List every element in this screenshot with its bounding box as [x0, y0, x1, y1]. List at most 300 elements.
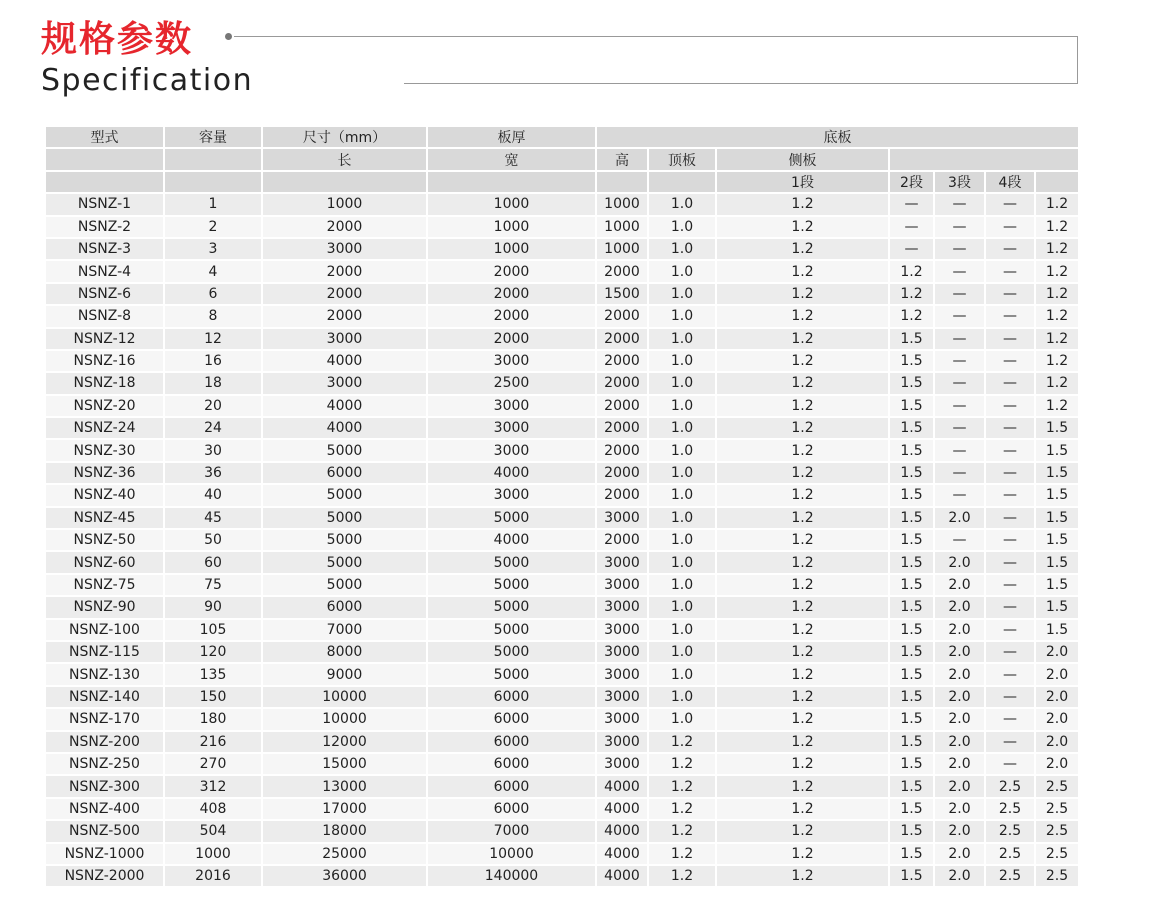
table-cell: — — [985, 260, 1035, 282]
table-cell: 1.5 — [889, 551, 934, 573]
table-cell: 1.5 — [889, 596, 934, 618]
table-cell: 1.5 — [889, 372, 934, 394]
header-cell: 侧板 — [716, 148, 889, 170]
table-cell: 1.2 — [716, 305, 889, 327]
table-cell: 1.2 — [1035, 283, 1079, 305]
table-cell: 2000 — [596, 260, 648, 282]
table-cell: 2000 — [596, 462, 648, 484]
table-cell: 1.2 — [889, 260, 934, 282]
table-cell: NSNZ-18 — [45, 372, 164, 394]
table-row — [45, 529, 1079, 551]
table-cell: 15000 — [262, 753, 427, 775]
table-cell: 2.0 — [934, 596, 985, 618]
table-cell: 5000 — [427, 507, 596, 529]
header-cell: 1段 — [716, 171, 889, 193]
table-cell: 6000 — [427, 708, 596, 730]
table-cell: 2000 — [596, 529, 648, 551]
table-cell: 270 — [164, 753, 262, 775]
table-cell: NSNZ-250 — [45, 753, 164, 775]
table-cell: 1.5 — [889, 775, 934, 797]
table-cell: 6000 — [427, 753, 596, 775]
table-cell: 1.0 — [648, 283, 716, 305]
table-cell: 3000 — [596, 619, 648, 641]
header-cell: 2段 — [889, 171, 934, 193]
table-cell: 4000 — [596, 865, 648, 887]
table-cell: NSNZ-2 — [45, 216, 164, 238]
table-row — [45, 596, 1079, 618]
table-cell: 1.2 — [716, 775, 889, 797]
table-cell: 1.2 — [648, 731, 716, 753]
table-cell: 25000 — [262, 843, 427, 865]
header-cell: 尺寸（mm） — [262, 126, 427, 148]
table-cell: 7000 — [262, 619, 427, 641]
table-cell: 1.5 — [889, 663, 934, 685]
table-cell: 2.0 — [934, 775, 985, 797]
table-cell: 1.5 — [889, 708, 934, 730]
table-cell: 2.0 — [934, 551, 985, 573]
table-cell: 2.0 — [934, 507, 985, 529]
table-cell: 45 — [164, 507, 262, 529]
table-cell: — — [985, 216, 1035, 238]
table-cell: 36000 — [262, 865, 427, 887]
table-cell: — — [934, 283, 985, 305]
table-cell: 1000 — [427, 193, 596, 215]
table-cell: 1.2 — [716, 395, 889, 417]
table-cell: — — [889, 193, 934, 215]
table-cell: NSNZ-40 — [45, 484, 164, 506]
table-cell: 2.0 — [934, 574, 985, 596]
header-cell: 3段 — [934, 171, 985, 193]
table-cell: — — [934, 372, 985, 394]
table-cell: 1.0 — [648, 372, 716, 394]
table-cell: NSNZ-36 — [45, 462, 164, 484]
table-cell: 1.2 — [716, 238, 889, 260]
table-cell: — — [985, 686, 1035, 708]
table-cell: — — [985, 619, 1035, 641]
table-cell: 2.5 — [1035, 798, 1079, 820]
table-row — [45, 843, 1079, 865]
table-cell: 1.0 — [648, 305, 716, 327]
table-cell: 2000 — [427, 328, 596, 350]
table-cell: NSNZ-300 — [45, 775, 164, 797]
table-header-row — [45, 126, 1079, 148]
table-cell: 2500 — [427, 372, 596, 394]
table-cell: NSNZ-200 — [45, 731, 164, 753]
table-cell: 30 — [164, 439, 262, 461]
table-cell: 1.2 — [648, 775, 716, 797]
table-cell: 408 — [164, 798, 262, 820]
page-title-english: Specification — [41, 63, 254, 98]
table-cell: 8 — [164, 305, 262, 327]
table-cell: 1.0 — [648, 462, 716, 484]
table-cell: — — [985, 708, 1035, 730]
table-cell: 18000 — [262, 820, 427, 842]
table-cell: 1.5 — [1035, 619, 1079, 641]
table-cell: 1.0 — [648, 350, 716, 372]
header-cell — [164, 148, 262, 170]
table-row — [45, 238, 1079, 260]
table-cell: 2 — [164, 216, 262, 238]
table-cell: 2.0 — [934, 663, 985, 685]
table-cell: 1000 — [427, 238, 596, 260]
table-cell: 2000 — [262, 216, 427, 238]
table-cell: 1.2 — [716, 865, 889, 887]
table-cell: 1.0 — [648, 708, 716, 730]
table-cell: 1.5 — [889, 619, 934, 641]
table-cell: 2000 — [596, 395, 648, 417]
table-cell: 1.5 — [1035, 596, 1079, 618]
table-cell: — — [985, 663, 1035, 685]
table-header-row — [45, 148, 1079, 170]
table-cell: 1000 — [427, 216, 596, 238]
table-cell: 90 — [164, 596, 262, 618]
table-cell: 3000 — [596, 551, 648, 573]
table-cell: 4000 — [262, 350, 427, 372]
table-cell: NSNZ-100 — [45, 619, 164, 641]
table-cell: — — [985, 328, 1035, 350]
table-cell: 1.2 — [716, 350, 889, 372]
table-cell: NSNZ-4 — [45, 260, 164, 282]
table-cell: 2.5 — [985, 865, 1035, 887]
table-cell: 5000 — [262, 439, 427, 461]
table-cell: 1.2 — [716, 260, 889, 282]
table-cell: 1.0 — [648, 216, 716, 238]
table-row — [45, 216, 1079, 238]
table-cell: 1.0 — [648, 663, 716, 685]
table-cell: 24 — [164, 417, 262, 439]
table-cell: 1.5 — [889, 417, 934, 439]
table-cell: 2000 — [427, 260, 596, 282]
table-cell: 5000 — [427, 596, 596, 618]
table-cell: 3 — [164, 238, 262, 260]
table-cell: 2.5 — [1035, 843, 1079, 865]
table-row — [45, 328, 1079, 350]
table-row — [45, 820, 1079, 842]
table-cell: — — [934, 462, 985, 484]
table-row — [45, 507, 1079, 529]
table-cell: 1.5 — [1035, 529, 1079, 551]
table-row — [45, 731, 1079, 753]
table-cell: 2000 — [596, 305, 648, 327]
table-cell: — — [985, 529, 1035, 551]
table-row — [45, 439, 1079, 461]
table-cell: 1.5 — [1035, 462, 1079, 484]
table-header-row — [45, 171, 1079, 193]
table-cell: 2.0 — [1035, 663, 1079, 685]
table-cell: 1.0 — [648, 417, 716, 439]
table-cell: 120 — [164, 641, 262, 663]
table-cell: — — [985, 193, 1035, 215]
table-cell: 1.2 — [716, 484, 889, 506]
table-cell: 1.2 — [716, 551, 889, 573]
table-cell: 1.2 — [648, 820, 716, 842]
decorative-line — [404, 83, 1078, 84]
table-cell: 1.5 — [889, 686, 934, 708]
table-cell: — — [985, 417, 1035, 439]
header-cell — [45, 171, 164, 193]
table-cell: 2016 — [164, 865, 262, 887]
table-cell: 1.2 — [1035, 395, 1079, 417]
table-cell: 2000 — [596, 350, 648, 372]
table-cell: 3000 — [427, 417, 596, 439]
table-cell: 1.0 — [648, 507, 716, 529]
table-cell: 2.0 — [934, 686, 985, 708]
table-cell: NSNZ-400 — [45, 798, 164, 820]
header-cell — [45, 148, 164, 170]
table-cell: 4000 — [596, 798, 648, 820]
table-cell: 504 — [164, 820, 262, 842]
header-cell: 顶板 — [648, 148, 716, 170]
table-cell: NSNZ-1 — [45, 193, 164, 215]
table-cell: 1.5 — [1035, 417, 1079, 439]
table-cell: — — [985, 484, 1035, 506]
table-cell: 2.0 — [1035, 731, 1079, 753]
table-cell: 1.5 — [889, 328, 934, 350]
table-cell: 5000 — [262, 551, 427, 573]
table-cell: 4000 — [427, 529, 596, 551]
table-cell: 1.0 — [648, 574, 716, 596]
table-cell: 1.0 — [648, 529, 716, 551]
table-cell: 2.0 — [934, 731, 985, 753]
table-cell: 1.0 — [648, 551, 716, 573]
table-cell: 2.5 — [985, 820, 1035, 842]
table-cell: 1.2 — [716, 193, 889, 215]
table-cell: 1.0 — [648, 328, 716, 350]
table-row — [45, 305, 1079, 327]
table-cell: 1.2 — [716, 283, 889, 305]
table-cell: 7000 — [427, 820, 596, 842]
table-cell: 1.2 — [1035, 193, 1079, 215]
table-cell: NSNZ-30 — [45, 439, 164, 461]
table-cell: — — [985, 372, 1035, 394]
table-cell: 1.2 — [889, 283, 934, 305]
table-cell: 3000 — [596, 641, 648, 663]
table-cell: 1.5 — [889, 484, 934, 506]
table-cell: 36 — [164, 462, 262, 484]
table-cell: 10000 — [262, 708, 427, 730]
table-cell: 1.5 — [889, 798, 934, 820]
table-cell: 50 — [164, 529, 262, 551]
table-cell: — — [889, 216, 934, 238]
table-cell: 2.5 — [985, 798, 1035, 820]
header-cell: 4段 — [985, 171, 1035, 193]
table-cell: 1.0 — [648, 439, 716, 461]
table-cell: 2.0 — [1035, 686, 1079, 708]
table-cell: — — [985, 305, 1035, 327]
table-cell: — — [934, 417, 985, 439]
table-cell: 16 — [164, 350, 262, 372]
table-cell: NSNZ-6 — [45, 283, 164, 305]
table-cell: — — [934, 238, 985, 260]
table-cell: — — [985, 731, 1035, 753]
table-cell: 1.2 — [716, 663, 889, 685]
table-row — [45, 798, 1079, 820]
table-cell: NSNZ-20 — [45, 395, 164, 417]
table-cell: — — [934, 439, 985, 461]
header-cell — [262, 171, 427, 193]
table-cell: 1.2 — [716, 574, 889, 596]
table-cell: NSNZ-50 — [45, 529, 164, 551]
table-cell: 1.5 — [889, 865, 934, 887]
table-cell: 1.2 — [648, 753, 716, 775]
table-cell: 1.5 — [1035, 574, 1079, 596]
table-cell: 2.0 — [934, 820, 985, 842]
table-cell: 2.0 — [934, 708, 985, 730]
table-cell: NSNZ-500 — [45, 820, 164, 842]
table-cell: 1.2 — [1035, 238, 1079, 260]
header-cell — [889, 148, 1079, 170]
table-row — [45, 484, 1079, 506]
table-cell: 2000 — [262, 260, 427, 282]
table-cell: 13000 — [262, 775, 427, 797]
table-cell: 4000 — [427, 462, 596, 484]
table-cell: — — [934, 395, 985, 417]
table-cell: 1.2 — [648, 843, 716, 865]
table-cell: NSNZ-140 — [45, 686, 164, 708]
table-cell: 3000 — [262, 372, 427, 394]
table-cell: 1.5 — [889, 574, 934, 596]
table-cell: NSNZ-130 — [45, 663, 164, 685]
table-cell: 3000 — [596, 708, 648, 730]
table-cell: 2000 — [596, 417, 648, 439]
table-cell: 1.2 — [716, 439, 889, 461]
table-cell: 1.5 — [889, 462, 934, 484]
table-cell: 3000 — [427, 439, 596, 461]
table-row — [45, 753, 1079, 775]
table-cell: 2.0 — [934, 798, 985, 820]
table-row — [45, 283, 1079, 305]
table-cell: 8000 — [262, 641, 427, 663]
decorative-dot — [225, 33, 232, 40]
table-cell: 3000 — [596, 731, 648, 753]
header-cell — [164, 171, 262, 193]
table-cell: 1.0 — [648, 686, 716, 708]
table-cell: NSNZ-1000 — [45, 843, 164, 865]
table-cell: 1 — [164, 193, 262, 215]
table-cell: NSNZ-2000 — [45, 865, 164, 887]
table-cell: — — [985, 551, 1035, 573]
table-cell: 3000 — [596, 663, 648, 685]
table-row — [45, 395, 1079, 417]
table-cell: — — [985, 238, 1035, 260]
header-cell: 容量 — [164, 126, 262, 148]
table-cell: 5000 — [262, 574, 427, 596]
table-cell: 12000 — [262, 731, 427, 753]
table-cell: 150 — [164, 686, 262, 708]
table-cell: 1.2 — [716, 507, 889, 529]
table-cell: 10000 — [262, 686, 427, 708]
table-cell: 1.5 — [889, 731, 934, 753]
table-cell: 1.5 — [889, 820, 934, 842]
table-cell: 2000 — [427, 305, 596, 327]
table-cell: 1.0 — [648, 484, 716, 506]
table-cell: 1.5 — [1035, 439, 1079, 461]
table-row — [45, 641, 1079, 663]
table-cell: 2.0 — [934, 641, 985, 663]
table-cell: 3000 — [596, 686, 648, 708]
table-cell: 3000 — [596, 753, 648, 775]
table-row — [45, 663, 1079, 685]
table-cell: 2.0 — [934, 753, 985, 775]
table-cell: 1.5 — [889, 395, 934, 417]
table-cell: 1.2 — [1035, 216, 1079, 238]
table-row — [45, 193, 1079, 215]
table-cell: NSNZ-115 — [45, 641, 164, 663]
table-cell: 1.2 — [716, 529, 889, 551]
header-cell: 高 — [596, 148, 648, 170]
table-cell: 2000 — [262, 283, 427, 305]
table-cell: 1.2 — [1035, 260, 1079, 282]
table-cell: 135 — [164, 663, 262, 685]
table-cell: 2.5 — [985, 775, 1035, 797]
table-cell: 3000 — [427, 484, 596, 506]
table-cell: 3000 — [596, 507, 648, 529]
table-cell: 3000 — [262, 238, 427, 260]
decorative-line — [234, 36, 1077, 37]
table-cell: — — [985, 574, 1035, 596]
table-row — [45, 417, 1079, 439]
table-row — [45, 865, 1079, 887]
table-cell: 1000 — [596, 216, 648, 238]
decorative-line — [1077, 36, 1078, 83]
table-cell: — — [985, 283, 1035, 305]
table-cell: 2.5 — [1035, 775, 1079, 797]
table-cell: 3000 — [596, 596, 648, 618]
table-cell: — — [985, 641, 1035, 663]
table-cell: — — [889, 238, 934, 260]
table-cell: 2000 — [262, 305, 427, 327]
header-cell — [1035, 171, 1079, 193]
table-cell: 1.2 — [648, 865, 716, 887]
table-cell: 2.0 — [934, 619, 985, 641]
table-cell: 9000 — [262, 663, 427, 685]
table-cell: 1.2 — [716, 417, 889, 439]
table-cell: 1.5 — [1035, 484, 1079, 506]
table-cell: 1.2 — [716, 843, 889, 865]
table-cell: — — [934, 193, 985, 215]
table-cell: 1.5 — [889, 641, 934, 663]
table-cell: 1.0 — [648, 395, 716, 417]
table-cell: 1.0 — [648, 238, 716, 260]
table-row — [45, 775, 1079, 797]
table-cell: NSNZ-8 — [45, 305, 164, 327]
table-cell: 20 — [164, 395, 262, 417]
header-cell: 型式 — [45, 126, 164, 148]
table-cell: 6000 — [262, 462, 427, 484]
table-row — [45, 686, 1079, 708]
table-cell: 5000 — [262, 529, 427, 551]
table-cell: 2000 — [596, 439, 648, 461]
table-cell: 5000 — [427, 574, 596, 596]
table-cell: 3000 — [596, 574, 648, 596]
table-row — [45, 619, 1079, 641]
table-cell: 1.2 — [716, 731, 889, 753]
header-cell — [648, 171, 716, 193]
table-cell: 6000 — [427, 731, 596, 753]
table-cell: 4 — [164, 260, 262, 282]
table-cell: — — [934, 350, 985, 372]
table-cell: 1.2 — [716, 619, 889, 641]
table-cell: NSNZ-45 — [45, 507, 164, 529]
table-cell: 5000 — [427, 641, 596, 663]
table-cell: 180 — [164, 708, 262, 730]
table-cell: 2.0 — [1035, 753, 1079, 775]
table-cell: 6000 — [427, 798, 596, 820]
table-cell: 75 — [164, 574, 262, 596]
table-cell: 1.2 — [648, 798, 716, 820]
table-cell: NSNZ-170 — [45, 708, 164, 730]
table-row — [45, 708, 1079, 730]
